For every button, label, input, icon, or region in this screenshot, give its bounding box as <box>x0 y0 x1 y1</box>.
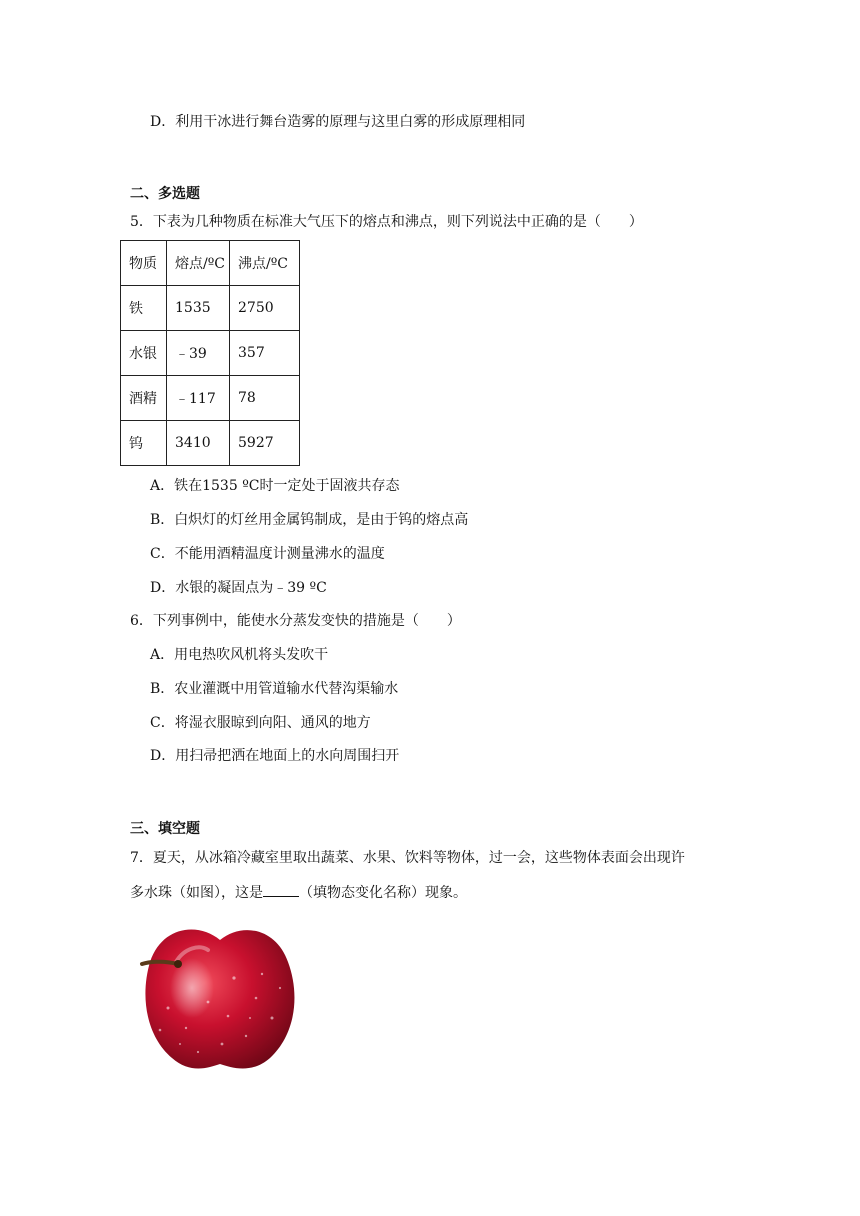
table-row <box>121 421 300 466</box>
q5-option-d: D．水银的凝固点为﹣39 ºC <box>150 580 327 596</box>
table-cell: ﹣39 <box>167 331 230 376</box>
table-cell: 3410 <box>167 421 230 466</box>
q6-option-c: C．将湿衣服晾到向阳、通风的地方 <box>150 715 371 731</box>
table-cell: 钨 <box>121 421 167 466</box>
table-row <box>121 286 300 331</box>
table-cell: 酒精 <box>121 376 167 421</box>
q5-option-c: C．不能用酒精温度计测量沸水的温度 <box>150 546 385 562</box>
table-cell: 5927 <box>230 421 300 466</box>
q5-stem: 5．下表为几种物质在标准大气压下的熔点和沸点，则下列说法中正确的是（ ） <box>130 214 643 230</box>
table-cell: 78 <box>230 376 300 421</box>
q4-option-d: D．利用干冰进行舞台造雾的原理与这里白雾的形成原理相同 <box>150 114 526 130</box>
q6-option-d: D．用扫帚把洒在地面上的水向周围扫开 <box>150 748 400 764</box>
q7-line-2-start: 多水珠（如图），这是 <box>130 885 263 901</box>
q6-option-a: A．用电热吹风机将头发吹干 <box>150 647 329 663</box>
table-cell: ﹣117 <box>167 376 230 421</box>
table-cell: 357 <box>230 331 300 376</box>
answer-blank <box>263 882 299 897</box>
q7-line-1: 7．夏天，从冰箱冷藏室里取出蔬菜、水果、饮料等物体，过一会，这些物体表面会出现许 <box>130 850 685 866</box>
table-header-cell: 熔点/ºC <box>167 241 230 286</box>
section-2-title: 二、多选题 <box>130 186 200 202</box>
table-row <box>121 376 300 421</box>
table-cell: 2750 <box>230 286 300 331</box>
table-header-row <box>121 241 300 286</box>
table-cell: 水银 <box>121 331 167 376</box>
q6-option-b: B．农业灌溉中用管道输水代替沟渠输水 <box>150 681 399 697</box>
q6-stem: 6．下列事例中，能使水分蒸发变快的措施是（ ） <box>130 613 461 629</box>
table-row <box>121 331 300 376</box>
table-cell: 铁 <box>121 286 167 331</box>
section-3-title: 三、填空题 <box>130 821 200 837</box>
melting-boiling-table <box>120 240 300 466</box>
q5-option-b: B．白炽灯的灯丝用金属钨制成，是由于钨的熔点高 <box>150 512 469 528</box>
q5-option-a: A．铁在1535 ºC时一定处于固液共存态 <box>150 478 400 494</box>
red-apple-icon <box>138 918 302 1078</box>
q7-line-2-end: （填物态变化名称）现象。 <box>299 885 467 901</box>
table-header-cell: 物质 <box>121 241 167 286</box>
q7-line-2 <box>130 882 467 903</box>
table-header-cell: 沸点/ºC <box>230 241 300 286</box>
table-cell: 1535 <box>167 286 230 331</box>
